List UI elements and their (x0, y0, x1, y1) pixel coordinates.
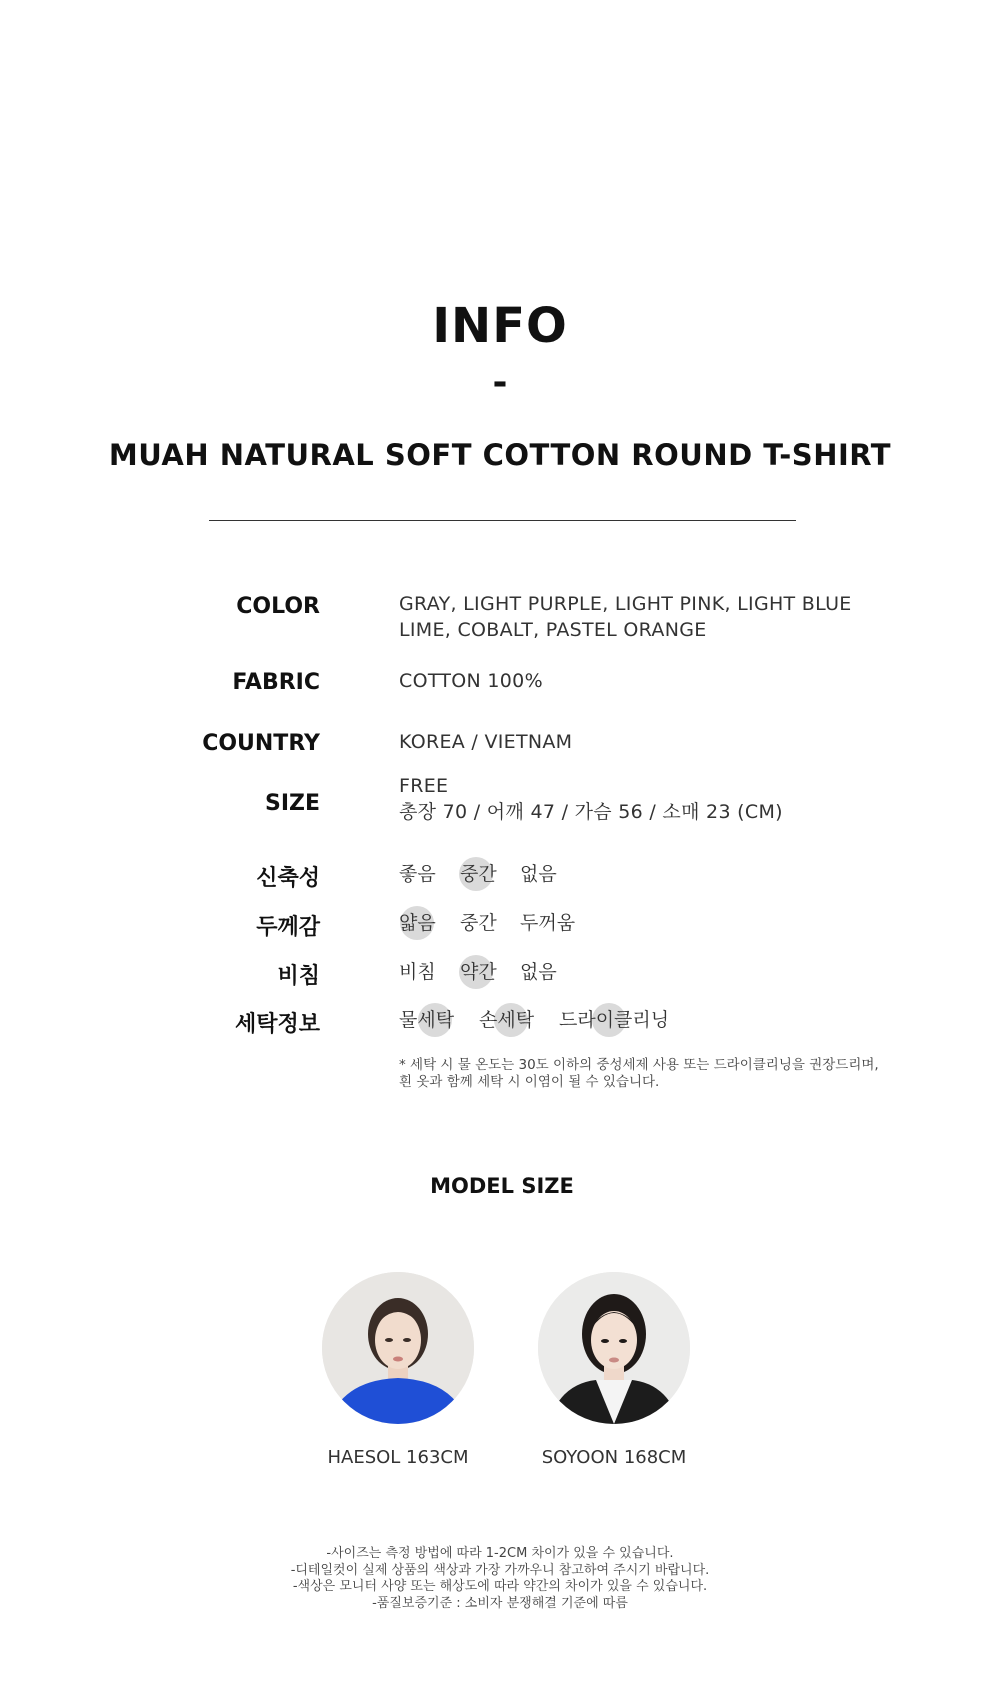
footer-line1: -사이즈는 측정 방법에 따라 1-2CM 차이가 있을 수 있습니다. (326, 1546, 674, 1561)
product-name: MUAH NATURAL SOFT COTTON ROUND T-SHIRT (108, 438, 892, 472)
washing-option-dryclean: 드라이클리닝 (559, 1003, 669, 1037)
washing-label: 세탁정보 (234, 1012, 320, 1037)
model-photo-soyoon (538, 1272, 690, 1424)
info-title: INFO (432, 298, 568, 354)
footer-line4: -품질보증기준 : 소비자 분쟁해결 기준에 따름 (372, 1595, 628, 1611)
country-value: KOREA / VIETNAM (399, 731, 573, 753)
color-value-line2: LIME, COBALT, PASTEL ORANGE (399, 619, 707, 641)
thickness-option-thin: 얇음 (399, 906, 436, 940)
model-name-soyoon: SOYOON 168CM (541, 1447, 687, 1468)
sheerness-option-slight: 약간 (460, 955, 497, 989)
color-value-line1: GRAY, LIGHT PURPLE, LIGHT PINK, LIGHT BLUE (399, 593, 852, 615)
divider (209, 520, 796, 521)
thickness-option-thick: 두꺼움 (520, 912, 576, 934)
sheerness-option-none: 없음 (520, 961, 557, 983)
size-label: SIZE (264, 791, 320, 816)
footer-notes (0, 1546, 1000, 1612)
model-portrait-icon (322, 1272, 474, 1424)
washing-note-line2: 흰 옷과 함께 세탁 시 이염이 될 수 있습니다. (399, 1074, 660, 1090)
washing-option-water: 물세탁 (399, 1003, 454, 1037)
color-value (399, 591, 852, 643)
country-label: COUNTRY (202, 731, 320, 756)
title-dash: - (492, 362, 508, 403)
model-name-haesol: HAESOL 163CM (327, 1447, 469, 1468)
thickness-label: 두께감 (256, 915, 320, 940)
stretch-option-none: 없음 (520, 863, 557, 885)
size-value-line1: FREE (399, 775, 449, 797)
washing-option-hand: 손세탁 (479, 1003, 534, 1037)
stretch-label: 신축성 (256, 866, 320, 891)
color-label: COLOR (236, 594, 320, 619)
thickness-option-medium: 중간 (460, 912, 497, 934)
fabric-label: FABRIC (232, 670, 320, 695)
size-value (399, 773, 783, 825)
footer-line3: -색상은 모니터 사양 또는 해상도에 따라 약간의 차이가 있을 수 있습니다. (292, 1579, 708, 1594)
model-size-title: MODEL SIZE (430, 1174, 574, 1198)
washing-note-line1: * 세탁 시 물 온도는 30도 이하의 중성세제 사용 또는 드라이클리닝을 권장드리며, (399, 1057, 879, 1073)
model-photo-haesol (322, 1272, 474, 1424)
size-value-line2: 총장 70 / 어깨 47 / 가슴 56 / 소매 23 (CM) (399, 801, 783, 823)
sheerness-label: 비침 (277, 964, 320, 989)
washing-note (399, 1057, 879, 1091)
sheerness-option-sheer: 비침 (399, 961, 436, 983)
footer-line2: -디테일컷이 실제 상품의 색상과 가장 가까우니 참고하여 주시기 바랍니다. (290, 1562, 710, 1578)
stretch-option-medium: 중간 (460, 857, 497, 891)
model-portrait-icon (538, 1272, 690, 1424)
fabric-value: COTTON 100% (399, 670, 543, 692)
stretch-option-good: 좋음 (399, 863, 436, 885)
